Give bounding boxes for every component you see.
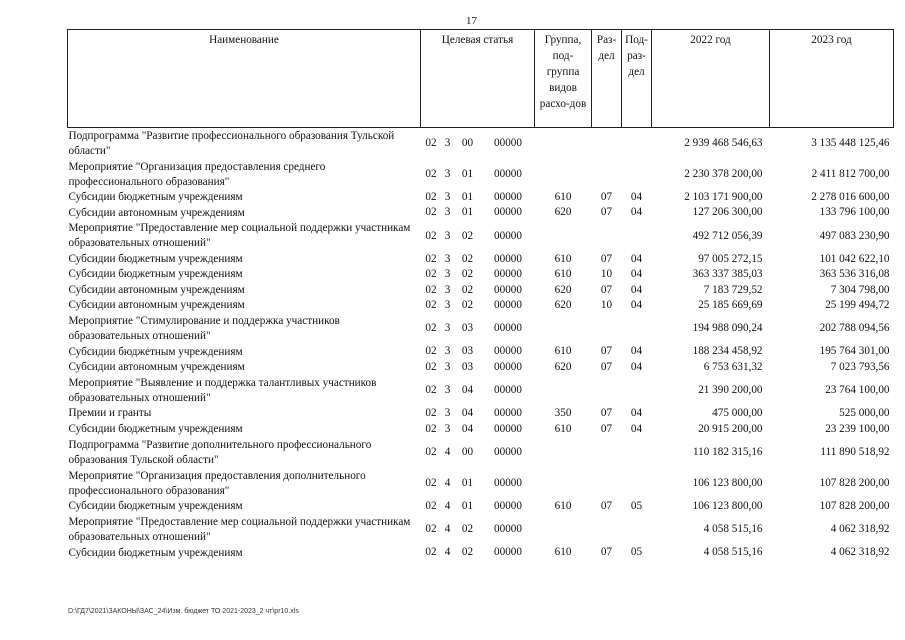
row-expense-group: [535, 375, 592, 406]
row-amount-2023: 497 083 230,90: [819, 229, 890, 242]
row-section: 07: [600, 407, 613, 420]
table-row: [68, 360, 894, 375]
page-number: 17: [466, 15, 477, 27]
row-direction-code: 00000: [494, 229, 522, 242]
row-amount-2023: 25 199 494,72: [825, 299, 890, 312]
row-name: Мероприятие "Выявление и поддержка талантливых участников образовательных отношений": [68, 376, 377, 404]
row-amount-2023: 23 764 100,00: [825, 384, 890, 397]
row-direction-code: 00000: [494, 546, 522, 559]
row-subsection: 04: [630, 422, 643, 435]
row-program-code: 02: [425, 252, 437, 265]
row-measure-code: 04: [461, 407, 474, 420]
row-expense-group: 610: [554, 500, 572, 513]
row-name: Субсидии бюджетным учреждениям: [68, 422, 243, 435]
table-row: [68, 344, 894, 359]
header-section: Раз-дел: [592, 30, 622, 128]
row-amount-2022: 4 058 515,16: [703, 523, 763, 536]
row-measure-code: 01: [461, 167, 474, 180]
row-section: 10: [600, 268, 613, 281]
row-section: 07: [600, 191, 613, 203]
row-amount-2022: 475 000,00: [712, 407, 763, 420]
row-section: [592, 128, 622, 160]
table-row: [68, 422, 894, 437]
row-expense-group: [535, 221, 592, 252]
row-subsection: 04: [630, 345, 643, 358]
row-subprogram-code: 3: [444, 136, 451, 149]
row-direction-code: 00000: [494, 283, 522, 296]
row-amount-2023: 195 764 301,00: [819, 345, 890, 358]
row-name: Субсидии бюджетным учреждениям: [68, 345, 243, 358]
row-program-code: 02: [425, 167, 437, 180]
row-subsection: [622, 159, 652, 190]
row-subprogram-code: 4: [444, 523, 451, 536]
row-subsection: [622, 375, 652, 406]
row-subprogram-code: 3: [444, 191, 451, 203]
row-section: [592, 437, 622, 468]
row-direction-code: 00000: [494, 136, 522, 149]
row-direction-code: 00000: [494, 191, 522, 203]
row-direction-code: 00000: [494, 407, 522, 420]
row-subprogram-code: 4: [444, 445, 451, 458]
row-amount-2022: 20 915 200,00: [698, 422, 763, 435]
row-program-code: 02: [425, 476, 437, 489]
row-subsection: [622, 221, 652, 252]
row-expense-group: [535, 468, 592, 499]
row-direction-code: 00000: [494, 523, 522, 536]
row-measure-code: 02: [461, 283, 474, 296]
row-name: Субсидии автономным учреждениям: [68, 206, 245, 219]
row-subsection: 04: [630, 360, 643, 373]
header-expense-group: Группа, под-группа видов расхо-дов: [535, 30, 592, 128]
row-subprogram-code: 3: [444, 229, 451, 242]
row-subprogram-code: 3: [444, 167, 451, 180]
row-program-code: 02: [425, 546, 437, 559]
row-amount-2022: 194 988 090,24: [692, 322, 763, 335]
row-section: [592, 159, 622, 190]
row-amount-2023: 107 828 200,00: [819, 500, 890, 513]
row-measure-code: 02: [461, 299, 474, 312]
row-measure-code: 04: [461, 422, 474, 435]
row-section: 07: [600, 206, 613, 219]
row-name: Подпрограмма "Развитие дополнительного профессионального образования Тульской области": [68, 438, 372, 466]
table-row: [68, 468, 894, 499]
row-amount-2022: 97 005 272,15: [698, 252, 763, 265]
table-row: [68, 221, 894, 252]
row-program-code: 02: [425, 360, 437, 373]
row-subprogram-code: 3: [444, 283, 451, 296]
row-measure-code: 01: [461, 476, 474, 489]
row-subsection: 04: [630, 299, 643, 312]
row-name: Субсидии бюджетным учреждениям: [68, 253, 243, 266]
row-direction-code: 00000: [494, 360, 522, 373]
row-expense-group: 620: [554, 299, 572, 312]
row-section: [592, 221, 622, 252]
table-row: [68, 499, 894, 514]
row-amount-2023: 107 828 200,00: [819, 476, 890, 489]
row-amount-2023: 363 536 316,08: [819, 268, 890, 281]
row-name: Премии и гранты: [68, 407, 152, 420]
row-measure-code: 03: [461, 345, 474, 358]
row-name: Субсидии автономным учреждениям: [68, 361, 245, 374]
table-row: [68, 159, 894, 190]
row-section: [592, 313, 622, 344]
row-name: Субсидии бюджетным учреждениям: [68, 500, 243, 513]
row-measure-code: 01: [461, 191, 474, 203]
row-subprogram-code: 3: [444, 299, 451, 312]
table-header: [68, 30, 894, 128]
row-measure-code: 02: [461, 546, 474, 559]
row-subsection: [622, 128, 652, 160]
row-program-code: 02: [425, 384, 437, 397]
row-subsection: [622, 437, 652, 468]
row-program-code: 02: [425, 191, 437, 203]
row-measure-code: 04: [461, 384, 474, 397]
row-expense-group: 620: [554, 360, 572, 373]
row-expense-group: 610: [554, 191, 572, 203]
row-expense-group: 610: [554, 422, 572, 435]
row-measure-code: 02: [461, 252, 474, 265]
header-target-article: Целевая статья: [421, 30, 535, 128]
row-subsection: 04: [630, 407, 643, 420]
table-row: [68, 406, 894, 421]
row-amount-2023: 7 023 793,56: [830, 360, 890, 373]
row-subsection: [622, 313, 652, 344]
row-subsection: 04: [630, 191, 643, 203]
table-row: [68, 190, 894, 205]
row-expense-group: 610: [554, 268, 572, 281]
row-name: Мероприятие "Предоставление мер социальной поддержки участникам образовательных отношений": [68, 515, 411, 543]
row-subsection: [622, 468, 652, 499]
row-subsection: 04: [630, 252, 643, 265]
row-section: 07: [600, 252, 613, 265]
row-subsection: [622, 514, 652, 545]
row-program-code: 02: [425, 445, 437, 458]
row-amount-2023: 111 890 518,92: [820, 445, 890, 458]
table-row: [68, 437, 894, 468]
row-measure-code: 00: [461, 445, 474, 458]
row-measure-code: 02: [461, 229, 474, 242]
table-row: [68, 375, 894, 406]
row-amount-2023: 4 062 318,92: [830, 546, 890, 559]
row-direction-code: 00000: [494, 345, 522, 358]
row-expense-group: 350: [554, 407, 572, 420]
row-amount-2023: 133 796 100,00: [819, 206, 890, 219]
row-amount-2023: 525 000,00: [839, 407, 890, 420]
table-row: [68, 128, 894, 160]
row-name: Субсидии автономным учреждениям: [68, 299, 245, 312]
row-name: Субсидии бюджетным учреждениям: [68, 546, 243, 559]
row-measure-code: 03: [461, 322, 474, 335]
row-program-code: 02: [425, 523, 437, 536]
table-body: [68, 128, 894, 561]
table-row: [68, 298, 894, 313]
row-name: Мероприятие "Организация предоставления среднего профессионального образования": [68, 160, 326, 188]
row-amount-2022: 2 939 468 546,63: [684, 136, 763, 149]
row-subsection: 04: [630, 206, 643, 219]
row-amount-2022: 363 337 385,03: [692, 268, 763, 281]
budget-table: [67, 29, 894, 561]
budget-table-container: [67, 29, 893, 561]
table-row: [68, 205, 894, 220]
row-amount-2022: 492 712 056,39: [692, 229, 763, 242]
row-amount-2022: 127 206 300,00: [692, 206, 763, 219]
row-amount-2023: 202 788 094,56: [819, 322, 890, 335]
row-name: Мероприятие "Организация предоставления дополнительного профессионального образования": [68, 469, 366, 497]
row-expense-group: 610: [554, 252, 572, 265]
row-subprogram-code: 3: [444, 268, 451, 281]
table-row: [68, 313, 894, 344]
row-measure-code: 01: [461, 500, 474, 513]
header-year-2023: 2023 год: [770, 30, 894, 128]
row-section: [592, 375, 622, 406]
row-name: Мероприятие "Предоставление мер социальной поддержки участникам образовательных отношений": [68, 222, 411, 250]
row-amount-2023: 3 135 448 125,46: [811, 136, 890, 149]
row-amount-2022: 7 183 729,52: [703, 283, 763, 296]
row-measure-code: 01: [461, 206, 474, 219]
row-subprogram-code: 3: [444, 360, 451, 373]
row-section: [592, 514, 622, 545]
row-section: 07: [600, 360, 613, 373]
table-row: [68, 283, 894, 298]
row-amount-2022: 25 185 669,69: [698, 299, 763, 312]
row-subprogram-code: 3: [444, 322, 451, 335]
row-direction-code: 00000: [494, 299, 522, 312]
row-section: 07: [600, 546, 613, 559]
row-program-code: 02: [425, 422, 437, 435]
row-program-code: 02: [425, 500, 437, 513]
row-subsection: 05: [630, 500, 643, 513]
header-subsection: Под-раз-дел: [622, 30, 652, 128]
row-program-code: 02: [425, 407, 437, 420]
row-amount-2022: 2 103 171 900,00: [684, 191, 763, 203]
row-expense-group: 610: [554, 546, 572, 559]
row-amount-2022: 188 234 458,92: [692, 345, 763, 358]
row-subsection: 05: [630, 546, 643, 559]
row-name: Подпрограмма "Развитие профессионального образования Тульской области": [68, 129, 395, 157]
row-subprogram-code: 4: [444, 476, 451, 489]
row-amount-2022: 6 753 631,32: [703, 360, 763, 373]
header-name: Наименование: [68, 30, 421, 128]
row-amount-2023: 4 062 318,92: [830, 523, 890, 536]
row-amount-2022: 4 058 515,16: [703, 546, 763, 559]
row-expense-group: [535, 437, 592, 468]
row-direction-code: 00000: [494, 268, 522, 281]
row-amount-2022: 106 123 800,00: [692, 476, 763, 489]
row-measure-code: 02: [461, 523, 474, 536]
row-program-code: 02: [425, 345, 437, 358]
row-program-code: 02: [425, 268, 437, 281]
row-name: Субсидии бюджетным учреждениям: [68, 268, 243, 281]
row-section: 07: [600, 283, 613, 296]
row-program-code: 02: [425, 283, 437, 296]
row-expense-group: [535, 313, 592, 344]
row-program-code: 02: [425, 322, 437, 335]
row-measure-code: 03: [461, 360, 474, 373]
row-direction-code: 00000: [494, 476, 522, 489]
row-direction-code: 00000: [494, 384, 522, 397]
header-year-2022: 2022 год: [652, 30, 770, 128]
row-expense-group: 610: [554, 345, 572, 358]
row-direction-code: 00000: [494, 500, 522, 513]
row-subprogram-code: 3: [444, 407, 451, 420]
row-subprogram-code: 4: [444, 546, 451, 559]
row-expense-group: [535, 159, 592, 190]
row-section: 07: [600, 345, 613, 358]
row-direction-code: 00000: [494, 206, 522, 219]
row-amount-2022: 21 390 200,00: [698, 384, 763, 397]
row-section: 07: [600, 422, 613, 435]
file-path-footer: D:\ГД7\2021\ЗАКОНЫ\ЗАС_24\Изм. бюджет ТО 2021-2023_2 чт\pr10.xls: [68, 608, 299, 615]
row-amount-2023: 2 278 016 600,00: [811, 191, 890, 203]
row-section: 10: [600, 299, 613, 312]
row-program-code: 02: [425, 136, 437, 149]
row-program-code: 02: [425, 206, 437, 219]
row-subprogram-code: 3: [444, 422, 451, 435]
row-subsection: 04: [630, 283, 643, 296]
row-amount-2022: 106 123 800,00: [692, 500, 763, 513]
row-amount-2023: 2 411 812 700,00: [811, 167, 890, 180]
row-direction-code: 00000: [494, 167, 522, 180]
row-amount-2022: 2 230 378 200,00: [684, 167, 763, 180]
row-amount-2023: 101 042 622,10: [819, 252, 890, 265]
row-subprogram-code: 3: [444, 384, 451, 397]
row-amount-2022: 110 182 315,16: [693, 445, 763, 458]
row-measure-code: 02: [461, 268, 474, 281]
row-name: Субсидии бюджетным учреждениям: [68, 191, 243, 204]
row-name: Мероприятие "Стимулирование и поддержка участников образовательных отношений": [68, 314, 340, 342]
row-subprogram-code: 3: [444, 206, 451, 219]
row-section: [592, 468, 622, 499]
row-direction-code: 00000: [494, 322, 522, 335]
table-row: [68, 252, 894, 267]
row-expense-group: 620: [554, 283, 572, 296]
row-expense-group: [535, 514, 592, 545]
table-row: [68, 545, 894, 560]
table-row: [68, 267, 894, 282]
row-amount-2023: 7 304 798,00: [830, 283, 890, 296]
row-expense-group: 620: [554, 206, 572, 219]
row-subprogram-code: 3: [444, 345, 451, 358]
row-program-code: 02: [425, 229, 437, 242]
row-direction-code: 00000: [494, 445, 522, 458]
row-subprogram-code: 4: [444, 500, 451, 513]
row-subsection: 04: [630, 268, 643, 281]
row-name: Субсидии автономным учреждениям: [68, 283, 245, 296]
row-direction-code: 00000: [494, 422, 522, 435]
row-amount-2023: 23 239 100,00: [825, 422, 890, 435]
row-measure-code: 00: [461, 136, 474, 149]
row-subprogram-code: 3: [444, 252, 451, 265]
row-program-code: 02: [425, 299, 437, 312]
row-section: 07: [600, 500, 613, 513]
row-expense-group: [535, 128, 592, 160]
table-row: [68, 514, 894, 545]
row-direction-code: 00000: [494, 252, 522, 265]
